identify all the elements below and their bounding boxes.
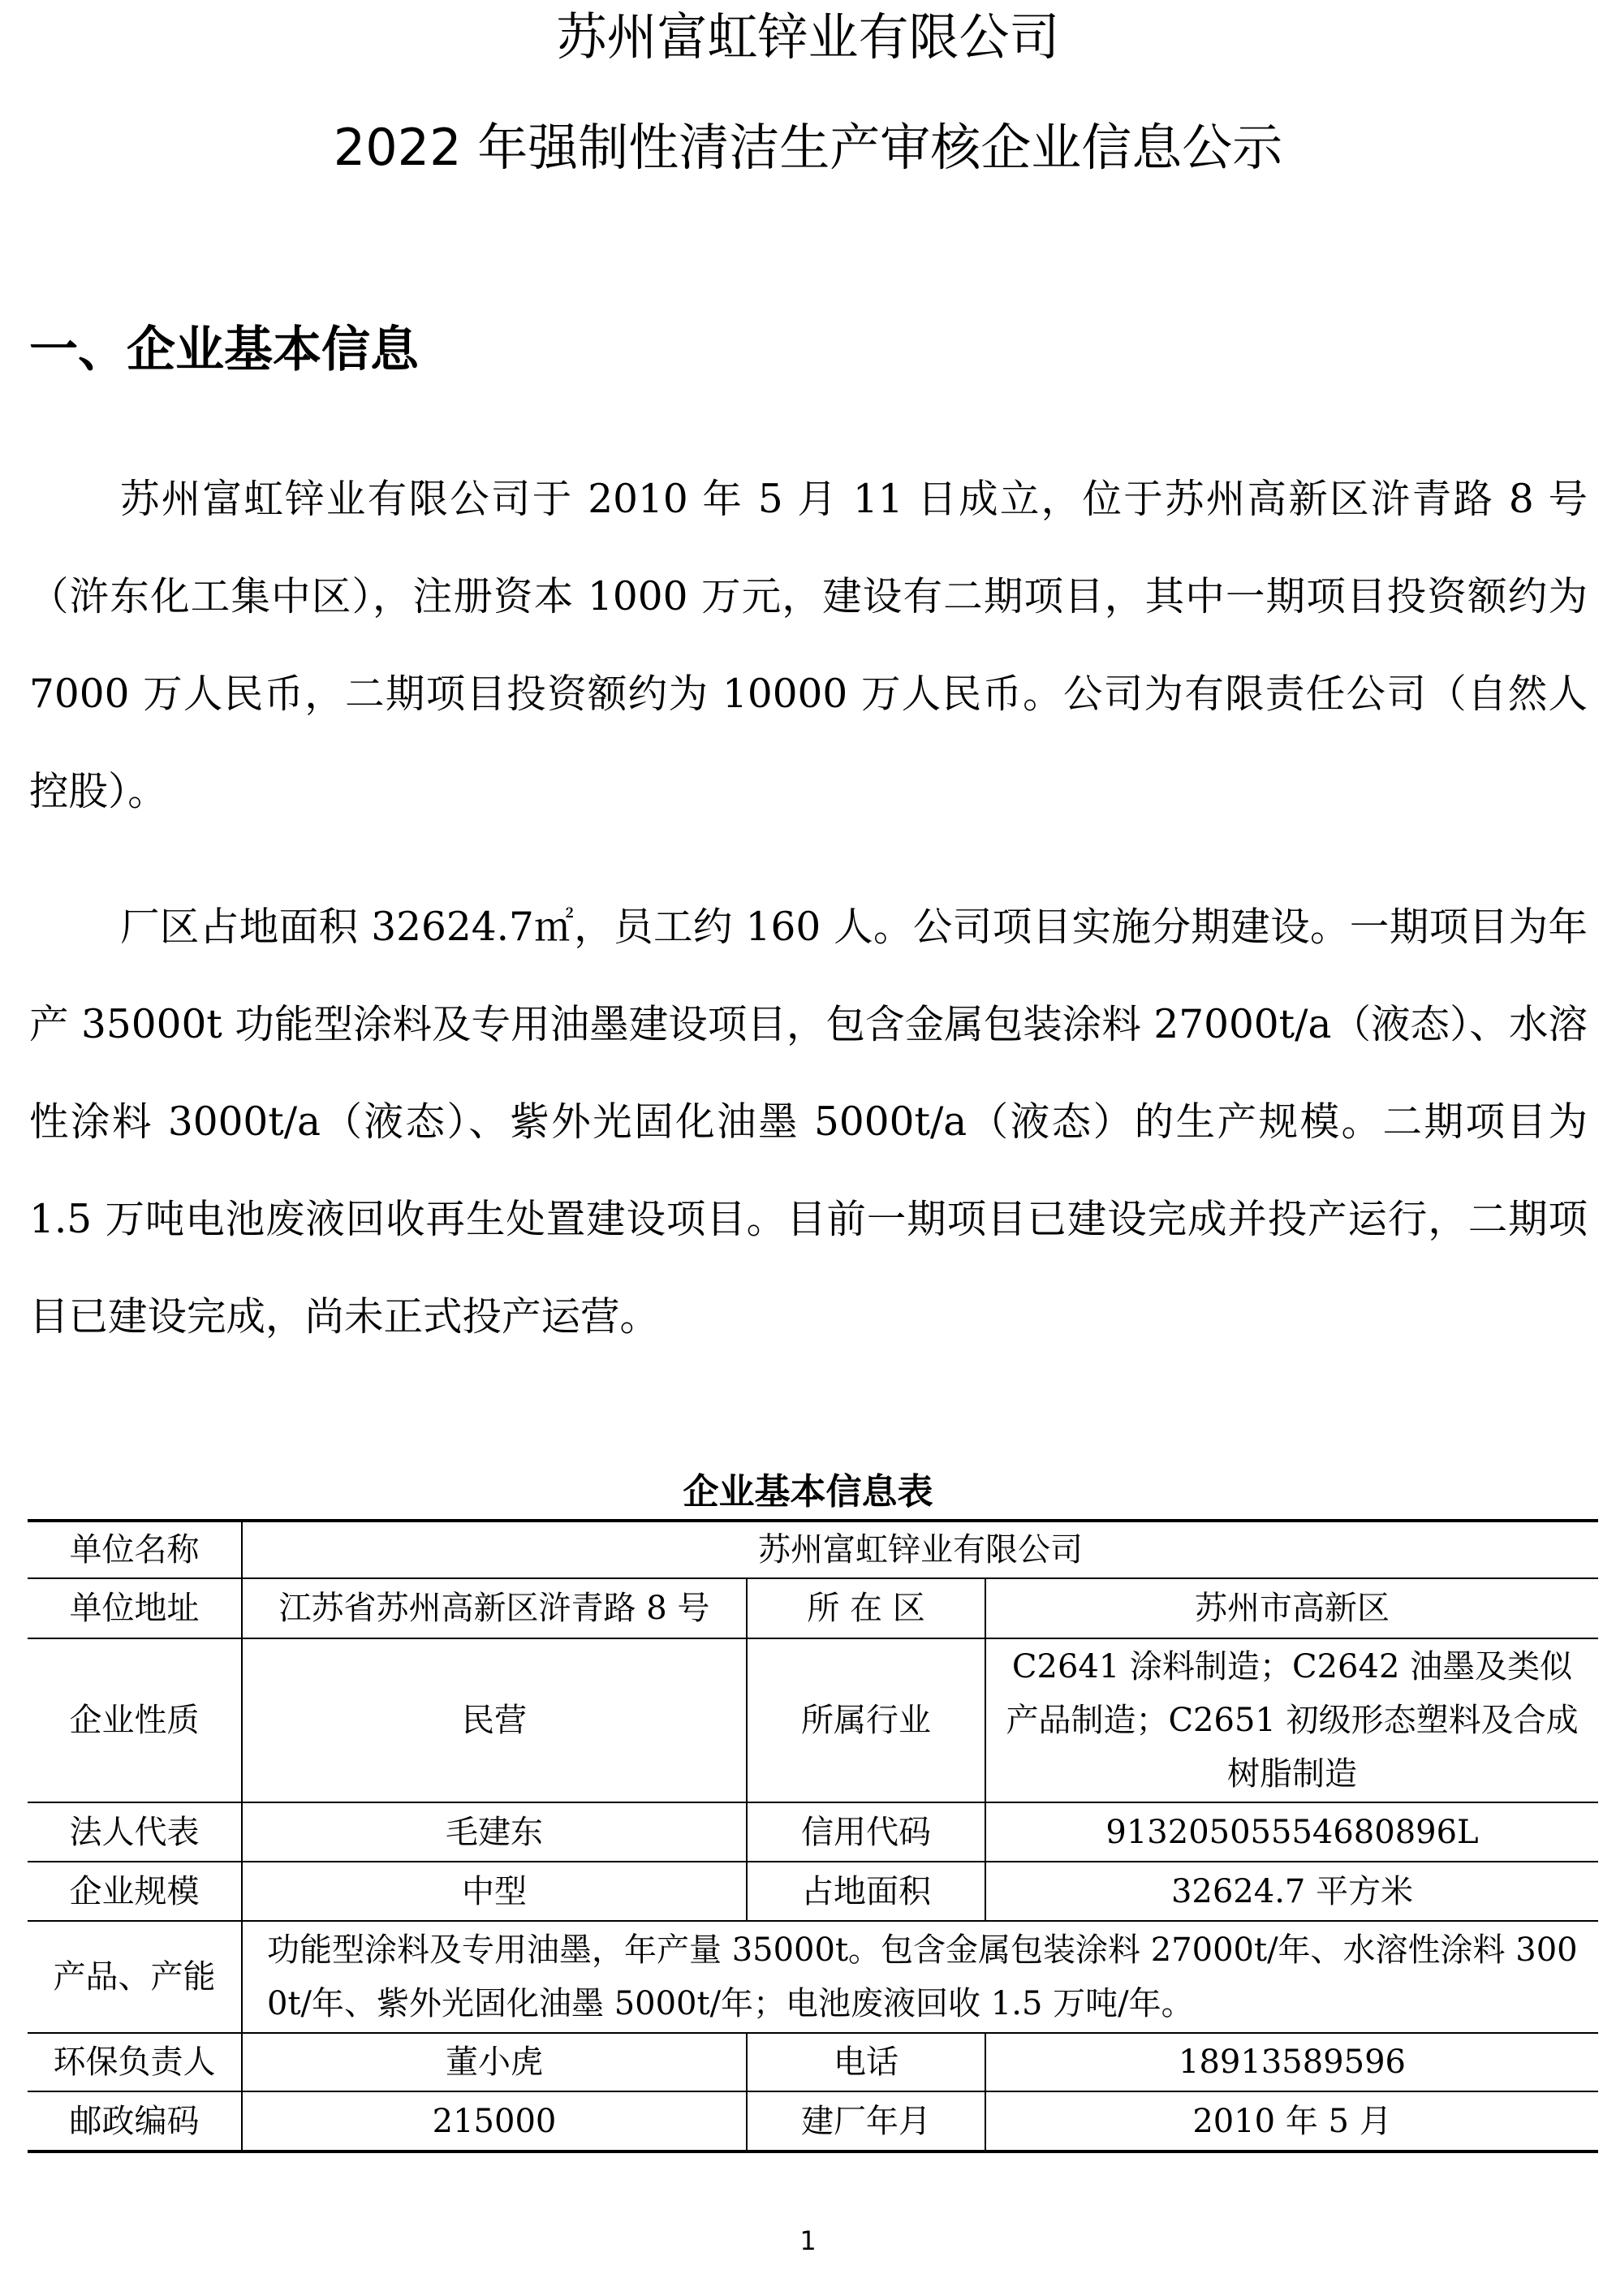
document-title: 苏州富虹锌业有限公司 bbox=[556, 7, 1060, 67]
table-row bbox=[28, 1521, 1598, 1578]
industry-value: C2641 涂料制造；C2642 油墨及类似产品制造；C2651 初级形态塑料及合成树脂制造 bbox=[985, 1638, 1598, 1802]
row-label-legal: 法人代表 bbox=[28, 1802, 242, 1862]
district-value: 苏州市高新区 bbox=[985, 1578, 1598, 1638]
env-manager-value: 董小虎 bbox=[242, 2033, 747, 2091]
row-label-credit-code: 信用代码 bbox=[747, 1802, 985, 1862]
project-paragraph: 厂区占地面积 32624.7㎡，员工约 160 人。公司项目实施分期建设。一期项目为年产 35000t 功能型涂料及专用油墨建设项目，包含金属包装涂料 27000t/a（液态）、水溶性涂料 3000t/a（液态）、紫外光固化油墨 5000t/a（液态）的生产规模。二期项目为 1.5 万吨电池废液回收再生处置建设项目。目前一期项目已建设完成并投产运行，二期项目已建设完成，尚未正式投产运营。 bbox=[29, 904, 1588, 1340]
company-name-value: 苏州富虹锌业有限公司 bbox=[242, 1521, 1598, 1578]
area-value: 32624.7 平方米 bbox=[985, 1862, 1598, 1921]
products-value: 功能型涂料及专用油墨，年产量 35000t。包含金属包装涂料 27000t/年、水溶性涂料 3000t/年、紫外光固化油墨 5000t/年；电池废液回收 1.5 万吨/年。 bbox=[242, 1921, 1598, 2033]
table-row bbox=[28, 1802, 1598, 1862]
page-number: 1 bbox=[799, 2225, 817, 2256]
table-caption: 企业基本信息表 bbox=[683, 1471, 933, 1513]
credit-code-value: 91320505554680896L bbox=[985, 1802, 1598, 1862]
row-label-founded: 建厂年月 bbox=[747, 2091, 985, 2151]
table-row bbox=[28, 2033, 1598, 2091]
row-label-postal: 邮政编码 bbox=[28, 2091, 242, 2151]
table-row bbox=[28, 1862, 1598, 1921]
section-heading: 一、企业基本信息 bbox=[29, 322, 419, 378]
row-label-scale: 企业规模 bbox=[28, 1862, 242, 1921]
founded-value: 2010 年 5 月 bbox=[985, 2091, 1598, 2151]
row-label-nature: 企业性质 bbox=[28, 1638, 242, 1802]
company-info-table bbox=[28, 1519, 1598, 2153]
intro-paragraph: 苏州富虹锌业有限公司于 2010 年 5 月 11 日成立，位于苏州高新区浒青路 8 号（浒东化工集中区），注册资本 1000 万元，建设有二期项目，其中一期项目投资额约为 7000 万人民币，二期项目投资额约为 10000 万人民币。公司为有限责任公司（自然人控股）。 bbox=[29, 476, 1588, 814]
nature-value: 民营 bbox=[242, 1638, 747, 1802]
address-value: 江苏省苏州高新区浒青路 8 号 bbox=[242, 1578, 747, 1638]
row-label-district: 所 在 区 bbox=[747, 1578, 985, 1638]
legal-rep-value: 毛建东 bbox=[242, 1802, 747, 1862]
table-row bbox=[28, 1578, 1598, 1638]
table-row bbox=[28, 1638, 1598, 1802]
table-row bbox=[28, 2091, 1598, 2151]
row-label-env: 环保负责人 bbox=[28, 2033, 242, 2091]
row-label-address: 单位地址 bbox=[28, 1578, 242, 1638]
row-label-name: 单位名称 bbox=[28, 1521, 242, 1578]
row-label-phone: 电话 bbox=[747, 2033, 985, 2091]
row-label-area: 占地面积 bbox=[747, 1862, 985, 1921]
table-row bbox=[28, 1921, 1598, 2033]
postal-code-value: 215000 bbox=[242, 2091, 747, 2151]
document-subtitle: 2022 年强制性清洁生产审核企业信息公示 bbox=[333, 118, 1283, 177]
scale-value: 中型 bbox=[242, 1862, 747, 1921]
row-label-products: 产品、产能 bbox=[28, 1921, 242, 2033]
phone-value: 18913589596 bbox=[985, 2033, 1598, 2091]
row-label-industry: 所属行业 bbox=[747, 1638, 985, 1802]
